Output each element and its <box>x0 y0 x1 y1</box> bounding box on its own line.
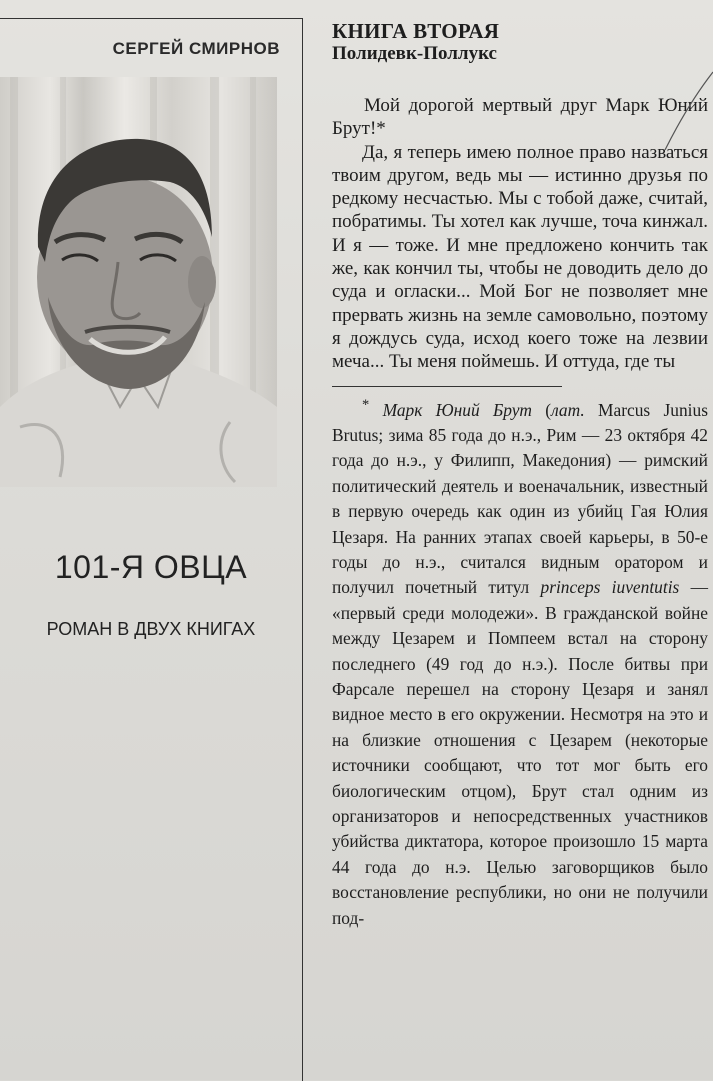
author-photo <box>0 77 277 487</box>
part-label: КНИГА ВТОРАЯ <box>332 19 500 43</box>
right-column <box>332 20 708 931</box>
book-subtitle: РОМАН В ДВУХ КНИГАХ <box>46 619 256 639</box>
body-paragraph: Мой дорогой мертвый друг Марк Юний Брут!* <box>332 95 708 140</box>
footnote-title: princeps iuventutis <box>540 577 680 598</box>
body-paragraph: Да, я теперь имею полное право назваться твоим другом, ведь мы — истинно друзья по редкому несчастью. Мы с тобой даже, считай, побратимы. Ты хотел как лучше, точа кинжал. И я — тоже. И мне предложено кончить так же, как кончил ты, чтобы не доводить дело до суда и огласки... Мой Бог не позволяет мне прервать жизнь на земле самовольно, поэтому я дождусь суда, исход коего тоже на лезвии меча... Ты меня поймешь. И оттуда, где ты <box>332 141 708 373</box>
book-title: 101-Я ОВЦА <box>54 549 248 585</box>
body-text <box>332 94 708 374</box>
footnote-text-b: — «первый среди молодежи». В гражданской войне между Цезарем и Помпеем встал на сторону последнего (49 год до н.э.). После битвы при Фарсале перешел на сторону Цезаря и занял видное место в его окружении. Несмотря на это и на близкие отношения с Цезарем (некоторые источники сообщают, что тот мог быть его биологическим отцом), Брут стал одним из организаторов и непосредственных участников убийства диктатора, которое произошло 15 марта 44 года до н.э. Целью заговорщиков было восстановление республики, но они не получили под- <box>332 577 708 928</box>
footnote-lat-label: лат. <box>551 399 585 420</box>
footnote-paragraph <box>332 393 708 931</box>
left-column <box>0 18 303 1081</box>
footnote-marker: * <box>362 396 370 413</box>
author-portrait-image <box>0 77 277 487</box>
footnote-name: Марк Юний Брут <box>382 399 532 420</box>
footnote-divider <box>332 386 562 387</box>
author-name: СЕРГЕЙ СМИРНОВ <box>112 39 280 58</box>
footnote-lat-prefix: ( <box>531 399 552 420</box>
footnote <box>332 393 708 931</box>
footnote-text-a: Marcus Junius Brutus; зима 85 года до н.э., Рим — 23 октября 42 года до н.э., у Филипп, Македония) — римский политический деятель и военачальник, известный в первую очередь как один из убийц Гая Юлия Цезаря. На ранних этапах своей карьеры, в 50-е годы до н.э., считался видным оратором и получил почетный титул <box>332 399 708 598</box>
part-subtitle: Полидевк-Поллукс <box>332 43 497 64</box>
